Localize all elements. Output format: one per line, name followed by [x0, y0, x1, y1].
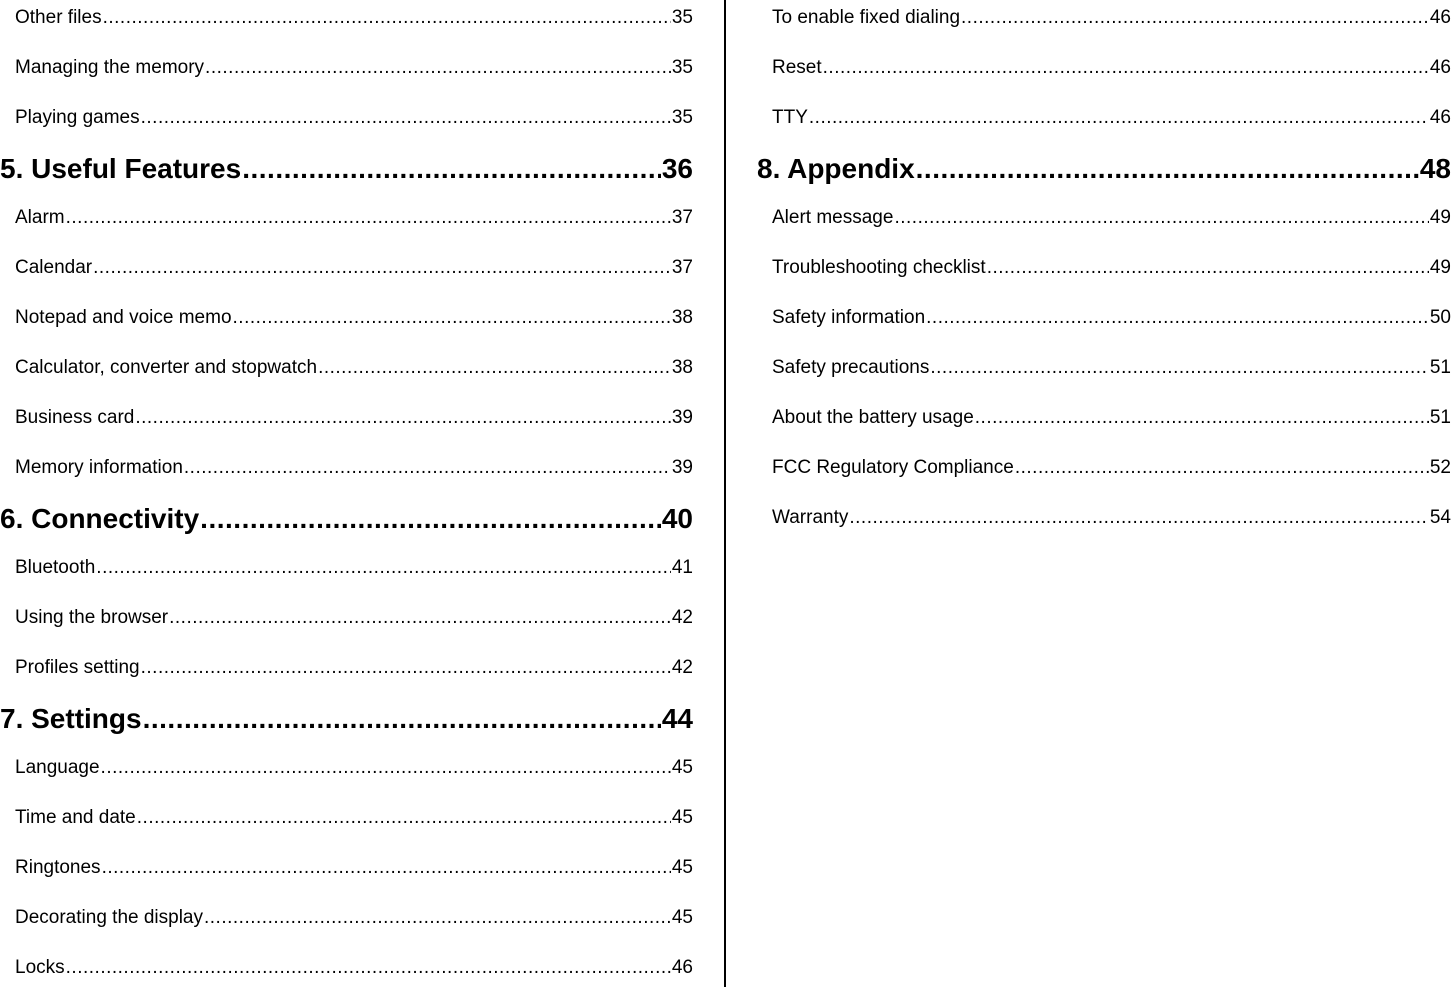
dot-leader: [916, 153, 1419, 185]
toc-entry[interactable]: [757, 301, 1451, 335]
toc-entry-page: 46: [671, 957, 693, 978]
dot-leader: [975, 407, 1429, 429]
toc-entry-page: 51: [1429, 407, 1451, 428]
dot-leader: [930, 357, 1428, 379]
toc-entry-label: Bluetooth: [15, 557, 96, 578]
toc-entry-label: Alarm: [15, 207, 65, 228]
dot-leader: [204, 907, 671, 929]
toc-entry[interactable]: [0, 601, 693, 635]
dot-leader: [141, 657, 671, 679]
toc-entry-label: To enable fixed dialing: [772, 7, 961, 28]
dot-leader: [823, 57, 1429, 79]
toc-section-label: 8. Appendix: [757, 153, 915, 184]
dot-leader: [184, 457, 671, 479]
toc-section-label: 5. Useful Features: [0, 153, 242, 184]
toc-entry[interactable]: [0, 101, 693, 135]
dot-leader: [66, 207, 671, 229]
toc-entry-page: 45: [671, 757, 693, 778]
dot-leader: [809, 107, 1429, 129]
toc-entry-page: 35: [671, 7, 693, 28]
dot-leader: [96, 557, 671, 579]
toc-section-heading[interactable]: [0, 499, 693, 539]
toc-section-heading[interactable]: [0, 149, 693, 189]
dot-leader: [987, 257, 1429, 279]
dot-leader: [143, 703, 661, 735]
toc-entry[interactable]: [757, 451, 1451, 485]
toc-entry-page: 39: [671, 457, 693, 478]
dot-leader: [961, 7, 1429, 29]
toc-entry-label: Time and date: [15, 807, 136, 828]
toc-entry[interactable]: [757, 351, 1451, 385]
toc-entry-page: 38: [671, 307, 693, 328]
toc-entry[interactable]: [0, 1, 693, 35]
dot-leader: [849, 507, 1428, 529]
toc-entry-page: 45: [671, 857, 693, 878]
toc-entry-label: Troubleshooting checklist: [772, 257, 986, 278]
toc-entry-page: 46: [1429, 107, 1451, 128]
toc-entry-page: 46: [1429, 7, 1451, 28]
dot-leader: [205, 57, 671, 79]
toc-entry-label: Ringtones: [15, 857, 101, 878]
toc-entry[interactable]: [0, 401, 693, 435]
toc-entry[interactable]: [0, 301, 693, 335]
toc-entry-label: Using the browser: [15, 607, 169, 628]
toc-entry[interactable]: [757, 201, 1451, 235]
toc-entry-label: Notepad and voice memo: [15, 307, 232, 328]
toc-entry[interactable]: [0, 851, 693, 885]
dot-leader: [141, 107, 671, 129]
toc-entry-label: TTY: [772, 107, 808, 128]
toc-entry-label: Managing the memory: [15, 57, 205, 78]
toc-entry-page: 45: [671, 907, 693, 928]
toc-section-heading[interactable]: [0, 699, 693, 739]
toc-left-column: [0, 0, 693, 987]
toc-entry[interactable]: [0, 751, 693, 785]
toc-entry-page: 35: [671, 57, 693, 78]
toc-entry[interactable]: [757, 51, 1451, 85]
toc-entry-page: 52: [1429, 457, 1451, 478]
toc-entry[interactable]: [0, 801, 693, 835]
toc-entry-label: Other files: [15, 7, 102, 28]
toc-entry-label: Business card: [15, 407, 135, 428]
dot-leader: [242, 153, 661, 185]
toc-section-page: 36: [661, 153, 693, 184]
dot-leader: [66, 957, 671, 979]
dot-leader: [101, 757, 671, 779]
dot-leader: [1015, 457, 1429, 479]
toc-entry[interactable]: [0, 551, 693, 585]
toc-entry-label: Safety precautions: [772, 357, 930, 378]
toc-entry[interactable]: [757, 501, 1451, 535]
toc-entry-label: FCC Regulatory Compliance: [772, 457, 1014, 478]
toc-entry[interactable]: [0, 651, 693, 685]
toc-entry-label: Safety information: [772, 307, 926, 328]
toc-entry[interactable]: [0, 201, 693, 235]
dot-leader: [102, 857, 671, 879]
dot-leader: [926, 307, 1429, 329]
toc-entry-page: 41: [671, 557, 693, 578]
toc-entry-page: 37: [671, 207, 693, 228]
toc-entry[interactable]: [757, 251, 1451, 285]
toc-entry-label: Locks: [15, 957, 65, 978]
toc-entry-page: 45: [671, 807, 693, 828]
toc-entry-label: About the battery usage: [772, 407, 974, 428]
dot-leader: [137, 807, 671, 829]
toc-entry[interactable]: [0, 451, 693, 485]
toc-entry-page: 42: [671, 657, 693, 678]
toc-entry[interactable]: [0, 51, 693, 85]
toc-entry-page: 46: [1429, 57, 1451, 78]
toc-entry-label: Warranty: [772, 507, 849, 528]
toc-entry-page: 51: [1429, 357, 1451, 378]
toc-section-heading[interactable]: [757, 149, 1451, 189]
toc-entry[interactable]: [757, 401, 1451, 435]
toc-entry-page: 37: [671, 257, 693, 278]
toc-entry-page: 49: [1429, 257, 1451, 278]
toc-entry[interactable]: [0, 901, 693, 935]
toc-entry[interactable]: [0, 951, 693, 985]
toc-entry-page: 35: [671, 107, 693, 128]
toc-section-label: 6. Connectivity: [0, 503, 200, 534]
dot-leader: [200, 503, 661, 535]
toc-section-page: 48: [1419, 153, 1451, 184]
dot-leader: [135, 407, 671, 429]
toc-entry-page: 42: [671, 607, 693, 628]
dot-leader: [318, 357, 671, 379]
toc-entry-label: Profiles setting: [15, 657, 140, 678]
dot-leader: [169, 607, 671, 629]
toc-entry-label: Language: [15, 757, 100, 778]
toc-entry-page: 50: [1429, 307, 1451, 328]
dot-leader: [233, 307, 671, 329]
toc-entry-label: Playing games: [15, 107, 140, 128]
toc-entry[interactable]: [757, 101, 1451, 135]
toc-entry-label: Calendar: [15, 257, 93, 278]
dot-leader: [93, 257, 671, 279]
toc-entry-page: 49: [1429, 207, 1451, 228]
toc-entry[interactable]: [0, 251, 693, 285]
toc-right-column: [757, 0, 1451, 987]
column-divider: [724, 0, 726, 987]
toc-entry-page: 38: [671, 357, 693, 378]
toc-entry[interactable]: [0, 351, 693, 385]
toc-section-page: 40: [661, 503, 693, 534]
toc-entry-label: Memory information: [15, 457, 183, 478]
toc-entry-page: 54: [1429, 507, 1451, 528]
toc-entry[interactable]: [757, 1, 1451, 35]
toc-entry-label: Decorating the display: [15, 907, 203, 928]
dot-leader: [103, 7, 671, 29]
toc-section-label: 7. Settings: [0, 703, 142, 734]
toc-entry-label: Alert message: [772, 207, 894, 228]
toc-entry-label: Reset: [772, 57, 822, 78]
toc-section-page: 44: [661, 703, 693, 734]
toc-entry-label: Calculator, converter and stopwatch: [15, 357, 318, 378]
dot-leader: [894, 207, 1428, 229]
toc-entry-page: 39: [671, 407, 693, 428]
